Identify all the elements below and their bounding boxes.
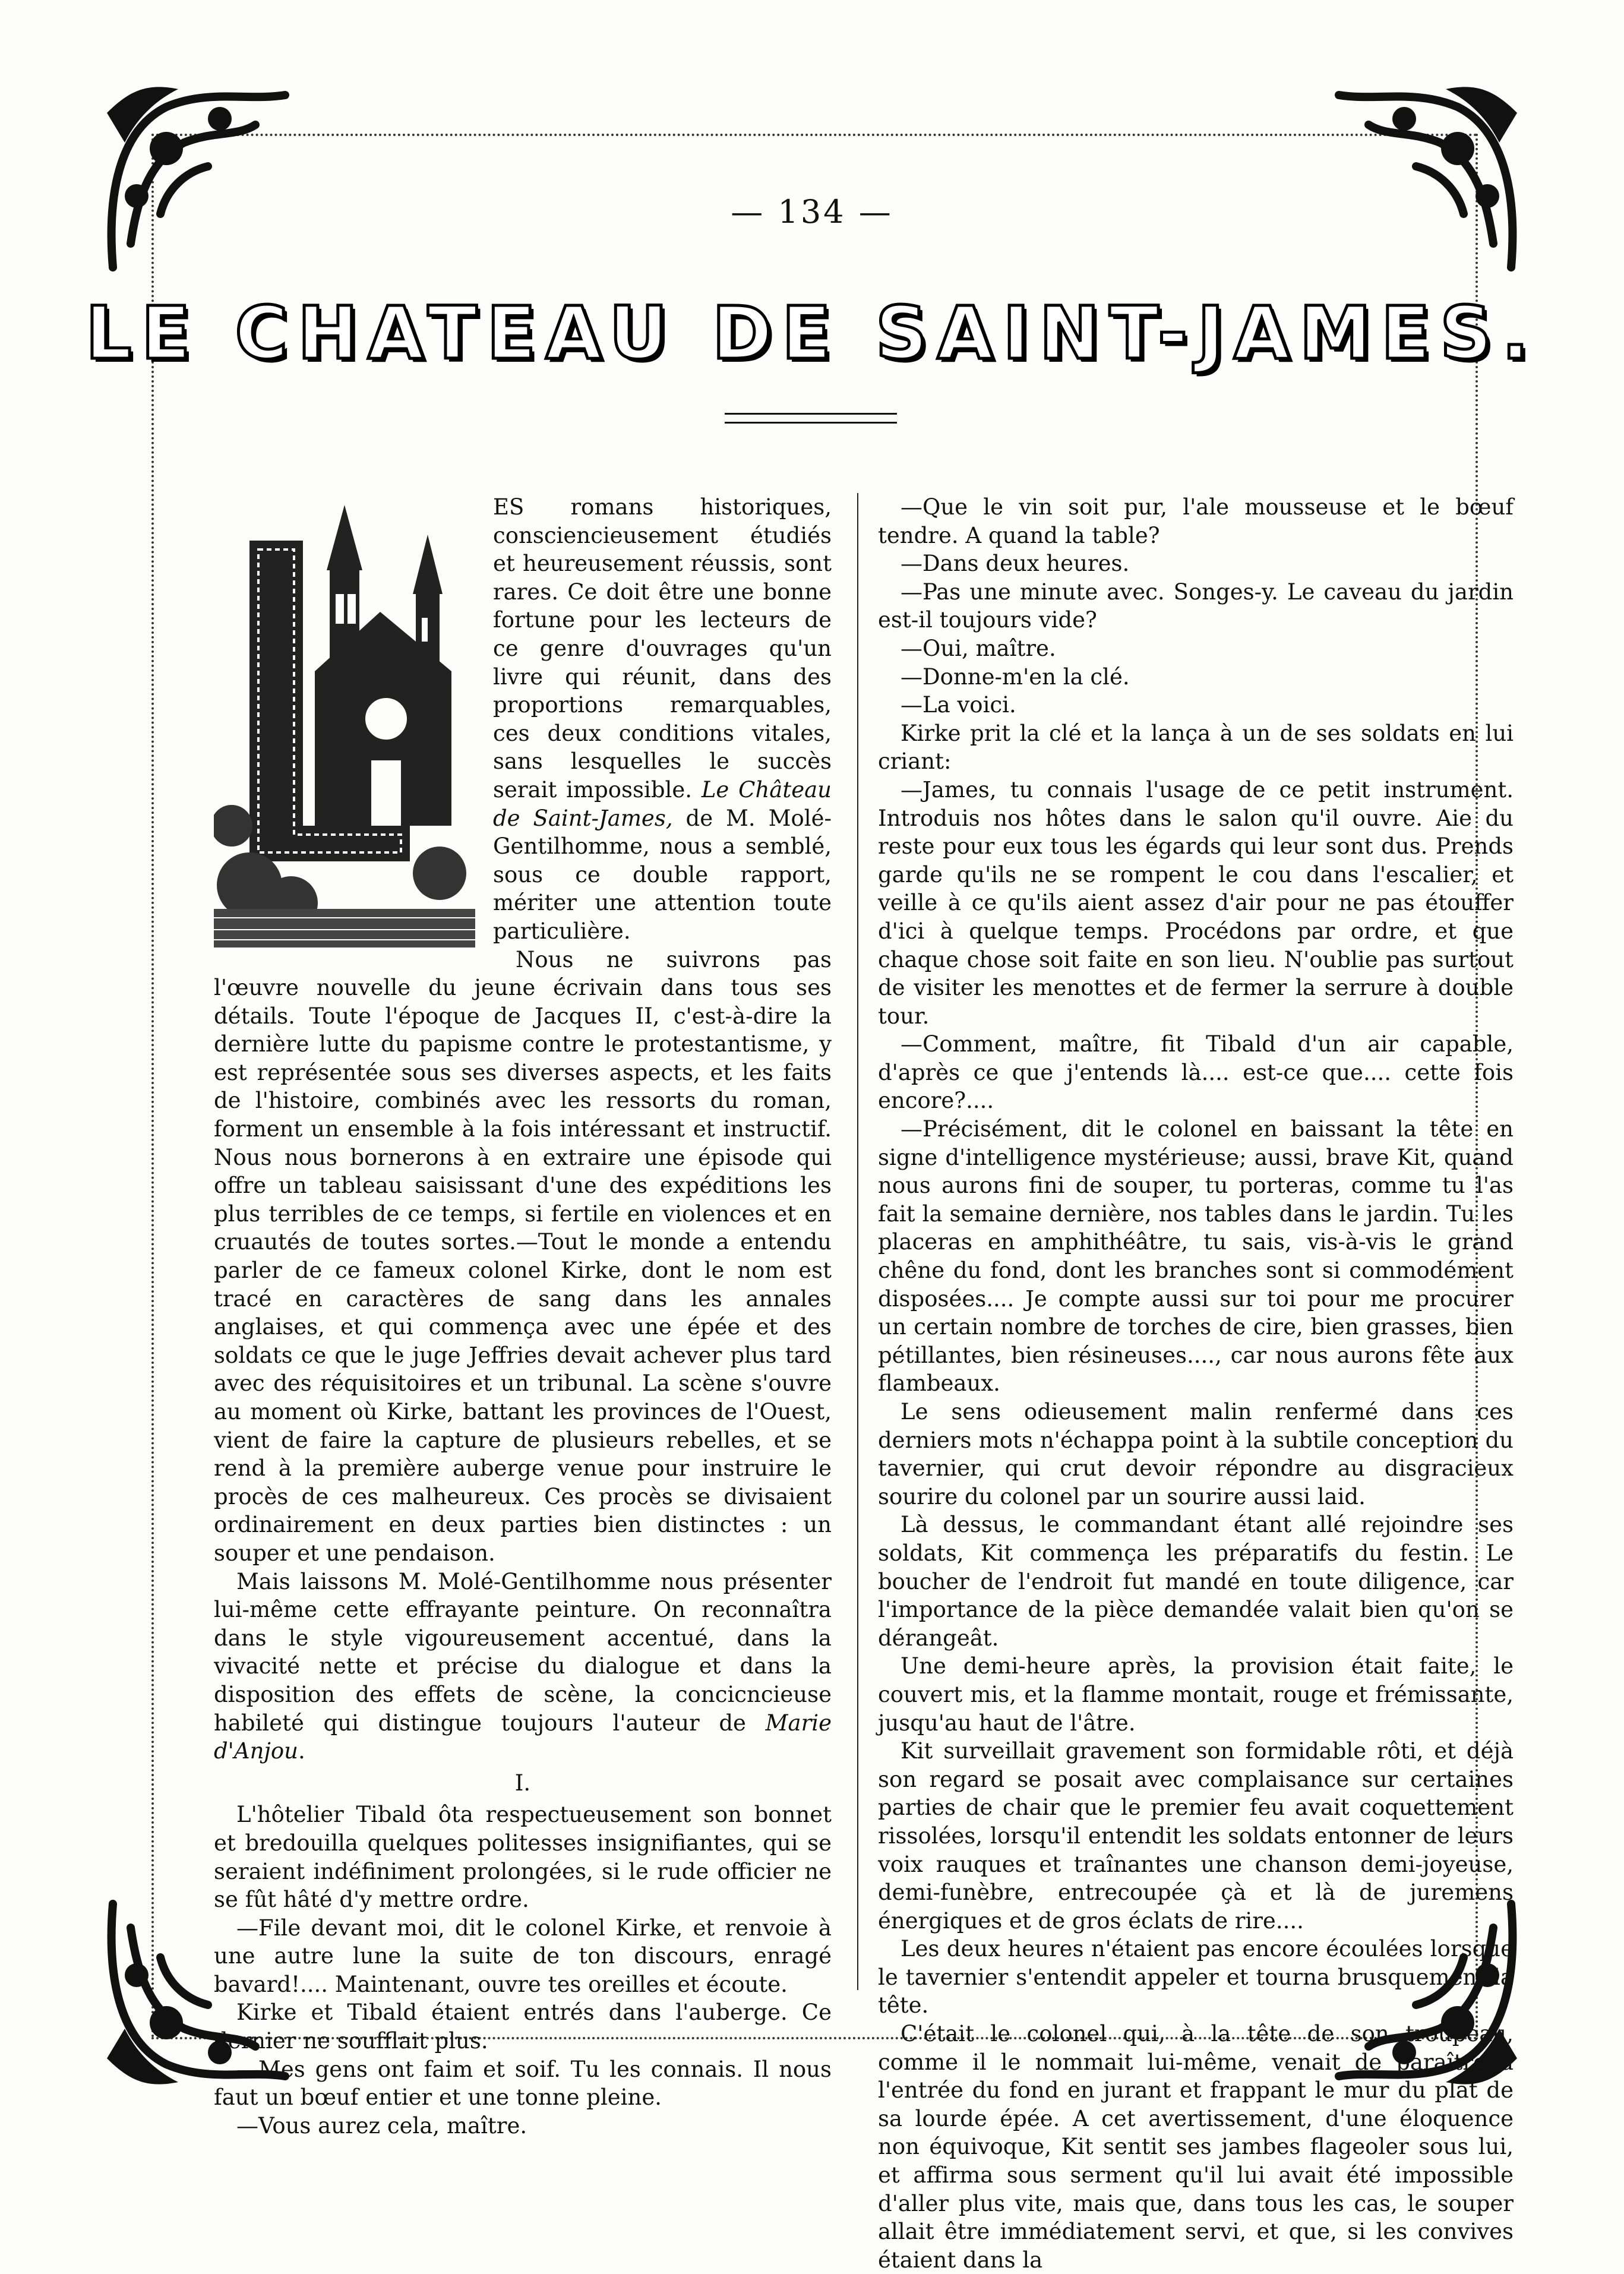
story-paragraph: Une demi-heure après, la provision était faite, le couvert mis, et la flamme montait, rouge et frémissante, jusqu'au haut de l'âtre.: [878, 1653, 1514, 1736]
story-paragraph: —James, tu connais l'usage de ce petit instrument. Introduis nos hôtes dans le salon qu'il ouvre. Aie du reste pour eux tous les égards qui leur sont dus. Prends garde qu'ils ne se rompent le cou dans l'escalier, et veille à ce qu'ils aient assez d'air pour ne pas étouffer d'ici à quelque temps. Procédons par ordre, et que chaque chose soit faite en son lieu. N'oublie pas surtout de visiter les menottes et de fermer la serrure à double tour.: [878, 776, 1514, 1029]
story-paragraph: —Comment, maître, fit Tibald d'un air capable, d'après ce que j'entends là.... est-ce que.... cette fois encore?....: [878, 1031, 1514, 1114]
story-paragraph: Kit surveillait gravement son formidable rôti, et déjà son regard se posait avec complaisance sur certaines parties de chair que le premier feu avait coquettement rissolées, lorsqu'il entendit les soldats entonner de leurs voix rauques et traînantes une chanson demi-joyeuse, demi-funèbre, entrecoupée çà et là de juremens énergiques et de gros éclats de rire....: [878, 1738, 1514, 1934]
column-divider: [857, 493, 858, 1990]
story-paragraph: —Mes gens ont faim et soif. Tu les connais. Il nous faut un bœuf entier et une tonne pleine.: [214, 2056, 832, 2111]
story-paragraph: —Précisément, dit le colonel en baissant la tête en signe d'intelligence mystérieuse; aussi, brave Kit, quand nous aurons fini de souper, tu porteras, comme tu l'as fait la semaine dernière, nos tables dans le jardin. Tu les placeras en amphithéâtre, tu sais, vis-à-vis le grand chêne du fond, dont les branches sont si commodément disposées.... Je compte aussi sur toi pour me procurer un certain nombre de torches de cire, bien grasses, bien pétillantes, bien résineuses...., car nous aurons fête aux flambeaux.: [878, 1116, 1514, 1397]
intro-paragraph: Nous ne suivrons pas l'œuvre nouvelle du jeune écrivain dans tous ses détails. Toute l'époque de Jacques II, c'est-à-dire la dernière lutte du papisme contre le protestantisme, y est représentée sous ses diverses aspects, et les faits de l'histoire, combinés avec les ressorts du roman, forment un ensemble à la fois intéressant et instructif. Nous nous bornerons à en extraire une épisode qui offre un tableau saisissant d'une des expéditions les plus terribles de ce temps, si fertile en violences et en cruautés de toutes sortes.—Tout le monde a entendu parler de ce fameux colonel Kirke, dont le nom est tracé en caractères de sang dans les annales anglaises, et qui commença avec une épée et des soldats ce que le juge Jeffries devait achever plus tard avec des réquisitoires et un tribunal. La scène s'ouvre au moment où Kirke, battant les provinces de l'Ouest, vient de faire la capture de plusieurs rebelles, et se rend à la première auberge venue pour instruire le procès de ces malheureux. Ces procès se divisaient ordinairement en deux parties bien distinctes : un souper et une pendaison.: [214, 946, 832, 1566]
story-paragraph: —Pas une minute avec. Songes-y. Le caveau du jardin est-il toujours vide?: [878, 579, 1514, 633]
story-paragraph: Kirke et Tibald étaient entrés dans l'auberge. Ce dernier ne soufflait plus.: [214, 2000, 832, 2054]
story-paragraph: C'était le colonel qui, à la tête de son troupeau, comme il le nommait lui-même, venait de paraître à l'entrée du fond en jurant et frappant le mur du plat de sa lourde épée. A cet avertissement, d'une éloquence non équivoque, Kit sentit ses jambes flageoler sous lui, et affirma sous serment qu'il lui avait été impossible d'aller plus vite, mais que, dans tous les cas, le souper allait être immédiatement servi, et que, si les convives étaient dans la: [878, 2021, 1514, 2273]
right-column: [878, 493, 1514, 2274]
intro-paragraph: Mais laissons M. Molé-Gentilhomme nous présenter lui-même cette effrayante peinture. On reconnaîtra dans le style vigoureusement accentué, dans la vivacité nette et précise du dialogue et dans la disposition des effets de scène, la concicncieuse habileté qui distingue toujours l'auteur de Marie d'Anjou.: [214, 1568, 832, 1764]
corner-ornament: [95, 77, 297, 279]
story-paragraph: —Dans deux heures.: [901, 551, 1130, 577]
story-paragraph: Les deux heures n'étaient pas encore écoulées lorsque le tavernier s'entendit appeler et tourna brusquement la tête.: [878, 1936, 1514, 2019]
corner-ornament: [1327, 77, 1529, 279]
left-column: [214, 493, 832, 2140]
title-rule: [725, 413, 897, 424]
intro-paragraph: ES romans historiques, consciencieusement étudiés et heureusement réussis, sont rares. Ce doit être une bonne fortune pour les lecteurs de ce genre d'ouvrages qu'un livre qui réunit, dans des proportions remarquables, ces deux conditions vitales, sans lesquelles le succès serait impossible. Le Château de Saint-James, de M. Molé-Gentilhomme, nous a semblé, sous ce double rapport, mériter une attention toute particulière.: [493, 494, 832, 944]
page-number: — 134 —: [731, 193, 893, 230]
story-paragraph: Kirke prit la clé et la lança à un de ses soldats en lui criant:: [878, 720, 1514, 775]
story-paragraph: —Oui, maître.: [901, 635, 1056, 661]
story-paragraph: L'hôtelier Tibald ôta respectueusement son bonnet et bredouilla quelques politesses insignifiantes, qui se seraient indéfiniment prolongées, si le rude officier ne se fût hâté d'y mettre ordre.: [214, 1802, 832, 1913]
story-paragraph: —File devant moi, dit le colonel Kirke, et renvoie à une autre lune la suite de ton discours, enragé bavard!.... Maintenant, ouvre tes oreilles et écoute.: [214, 1915, 832, 1997]
story-paragraph: —Donne-m'en la clé.: [901, 664, 1130, 690]
drop-cap-illustration: [214, 493, 475, 948]
article-title: LE CHATEAU DE SAINT-JAMES.: [85, 291, 1539, 375]
story-paragraph: —Vous aurez cela, maître.: [236, 2112, 527, 2139]
story-paragraph: Là dessus, le commandant étant allé rejoindre ses soldats, Kit commença les préparatifs du festin. Le boucher de l'endroit fut mandé en toute diligence, car l'importance de la pièce demandée valait bien qu'on se dérangeât.: [878, 1512, 1514, 1651]
story-paragraph: Le sens odieusement malin renfermé dans ces derniers mots n'échappa point à la subtile conception du tavernier, qui crut devoir répondre au disgracieux sourire du colonel par un sourire aussi laid.: [878, 1399, 1514, 1509]
section-number: I.: [514, 1770, 531, 1796]
story-paragraph: —La voici.: [901, 692, 1016, 718]
story-paragraph: —Que le vin soit pur, l'ale mousseuse et le bœuf tendre. A quand la table?: [878, 494, 1514, 548]
